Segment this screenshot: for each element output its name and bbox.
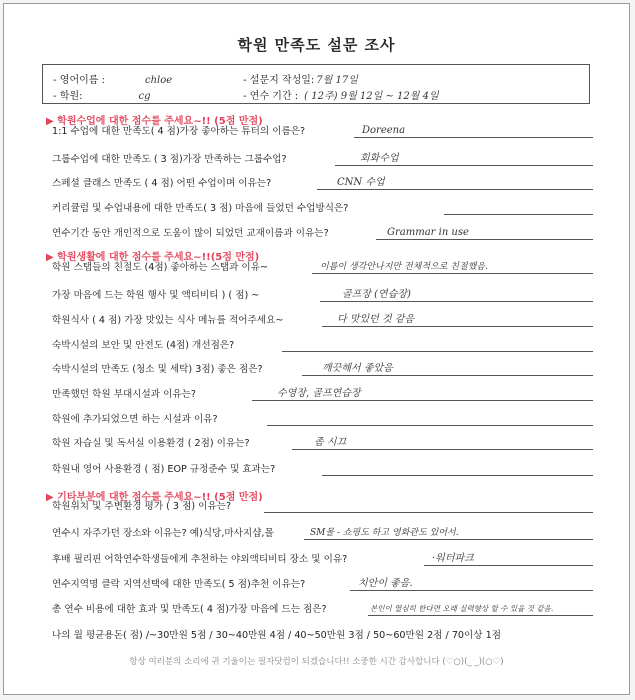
english-name-value: chloe [144, 75, 173, 86]
question-text: 학원내 영어 사용환경 ( 점) EOP 규정준수 및 효과는? [52, 464, 276, 475]
date-value: 7월 17일 [316, 75, 358, 86]
answer-line [335, 165, 593, 166]
answer-text: 깨끗해서 좋았음 [322, 363, 393, 374]
answer-line [320, 301, 593, 302]
question-text: 학원 자습실 및 독서실 이용환경 ( 2점) 이유는? [52, 438, 250, 449]
period-label: - 연수 기간 : [243, 91, 299, 102]
question-text: 학원식사 ( 4 점) 가장 맛있는 식사 메뉴를 적어주세요~ [52, 315, 284, 326]
answer-line [424, 565, 593, 566]
answer-line [322, 475, 593, 476]
answer-line [292, 449, 593, 450]
question-row [52, 497, 593, 515]
question-text: 총 연수 비용에 대한 효과 및 만족도( 4 점)가장 마음에 드는 점은? [52, 604, 327, 615]
question-row [52, 460, 593, 478]
answer-text: 좀 시끄 [314, 437, 347, 448]
survey-page [3, 3, 630, 695]
question-row [52, 385, 593, 403]
answer-text: Grammar in use [387, 227, 469, 238]
answer-text: 치안이 좋음. [358, 578, 413, 589]
answer-text: ·워터파크 [432, 553, 474, 564]
question-row [52, 360, 593, 378]
question-text: 숙박시설의 보안 및 안전도 (4점) 개선점은? [52, 340, 235, 351]
section-etc-header: ▶ 기타부분에 대한 점수를 주세요~!! (5점 만점) [46, 492, 263, 503]
answer-text: 본인이 열심히 한다면 오래 실력향상 할 수 있을 것 같음. [370, 604, 554, 613]
question-text: 연수지역명 클락 지역선택에 대한 만족도( 5 점)추천 이유는? [52, 579, 306, 590]
school-label: - 학원: [53, 91, 83, 102]
date-row [243, 71, 358, 86]
section-class-header: ▶ 학원수업에 대한 점수를 주세요~!! (5점 만점) [46, 116, 263, 127]
question-text: 가장 마음에 드는 학원 행사 및 액티비티 ) ( 점) ~ [52, 290, 260, 301]
question-row [52, 311, 593, 329]
question-row [52, 336, 593, 354]
question-row [52, 600, 593, 618]
answer-line [444, 214, 593, 215]
question-row [52, 550, 593, 568]
question-text: 학원에 추가되었으면 하는 시설과 이유? [52, 414, 218, 425]
question-row [52, 122, 593, 140]
answer-text: 회화수업 [360, 153, 399, 164]
answer-line [317, 189, 593, 190]
question-row [52, 224, 593, 242]
answer-line [252, 400, 593, 401]
answer-text: 수영장, 골프연습장 [277, 388, 361, 399]
question-row [52, 524, 593, 542]
question-row [52, 258, 593, 276]
question-text: 1:1 수업에 대한 만족도( 4 점)가장 좋아하는 튜터의 이름은? [52, 126, 306, 137]
question-text: 학원위치 및 주변환경 평가 ( 3 점) 이유는? [52, 501, 232, 512]
answer-line [350, 590, 593, 591]
answer-text: CNN 수업 [337, 177, 385, 188]
answer-text: 다 맛있던 것 같음 [337, 314, 415, 325]
question-row [52, 150, 593, 168]
answer-line [282, 351, 593, 352]
question-text: 커리큘럼 및 수업내용에 대한 만족도( 3 점) 마음에 들었던 수업방식은? [52, 203, 349, 214]
question-text: 그룹수업에 대한 만족도 ( 3 점)가장 만족하는 그룹수업? [52, 154, 287, 165]
answer-line [267, 425, 593, 426]
question-text: 만족했던 학원 부대시설과 이유는? [52, 389, 196, 400]
question-text: 연수시 자주가던 장소와 이유는? 예)식당,마사지샵,몰 [52, 528, 274, 539]
question-text: 후배 필리핀 어학연수학생들에게 추천하는 야외액티비티 장소 및 이유? [52, 554, 348, 565]
answer-text: 골프장 (연습장) [342, 289, 411, 300]
period-row [243, 87, 439, 102]
answer-text: SM몰 - 쇼핑도 하고 영화관도 있어서. [310, 528, 459, 538]
question-row [52, 410, 593, 428]
question-row [52, 434, 593, 452]
answer-line [302, 375, 593, 376]
answer-line [376, 239, 593, 240]
answer-line [322, 326, 593, 327]
answer-line [354, 137, 593, 138]
question-row [52, 575, 593, 593]
answer-line [304, 539, 593, 540]
question-text: 숙박시설의 만족도 (청소 및 세탁) 3점) 좋은 점은? [52, 364, 263, 375]
school-row [53, 87, 151, 102]
question-row [52, 174, 593, 192]
school-value: cg [138, 91, 151, 102]
question-text: 스페셜 클래스 만족도 ( 4 점) 어떤 수업이며 이유는? [52, 178, 272, 189]
date-label: - 설문지 작성일: [243, 75, 315, 86]
question-text: 연수기간 동안 개인적으로 도움이 많이 되었던 교재이름과 이유는? [52, 228, 329, 239]
allowance-question: 나의 월 평균용돈( 점) /~30만원 5점 / 30~40만원 4점 / 40~50만원 3점 / 50~60만원 2점 / 70이상 1점 [52, 630, 501, 641]
info-box [42, 64, 590, 104]
answer-line [312, 273, 593, 274]
answer-text: Doreena [362, 125, 406, 136]
section-life-header: ▶ 학원생활에 대한 점수를 주세요~!!(5점 만점) [46, 252, 260, 263]
question-text: 학원 스탭들의 친절도 (4점) 좋아하는 스탭과 이유~ [52, 262, 269, 273]
answer-line [368, 615, 593, 616]
english-name-label: - 영어이름 : [53, 75, 105, 86]
footer-message: 항상 여러분의 소리에 귀 기울이는 필자닷컴이 되겠습니다!! 소중한 시간 감사합니다 (♡○)(_ _)(○♡) [129, 657, 504, 667]
answer-text: 이름이 생각안나지만 전체적으로 친절했음. [320, 262, 488, 272]
question-row [52, 286, 593, 304]
question-row [52, 199, 593, 217]
period-value: ( 12주) 9월 12일 ~ 12월 4일 [304, 91, 439, 102]
answer-line [264, 512, 593, 513]
english-name-row [53, 71, 172, 86]
survey-title: 학원 만족도 설문 조사 [237, 36, 396, 54]
